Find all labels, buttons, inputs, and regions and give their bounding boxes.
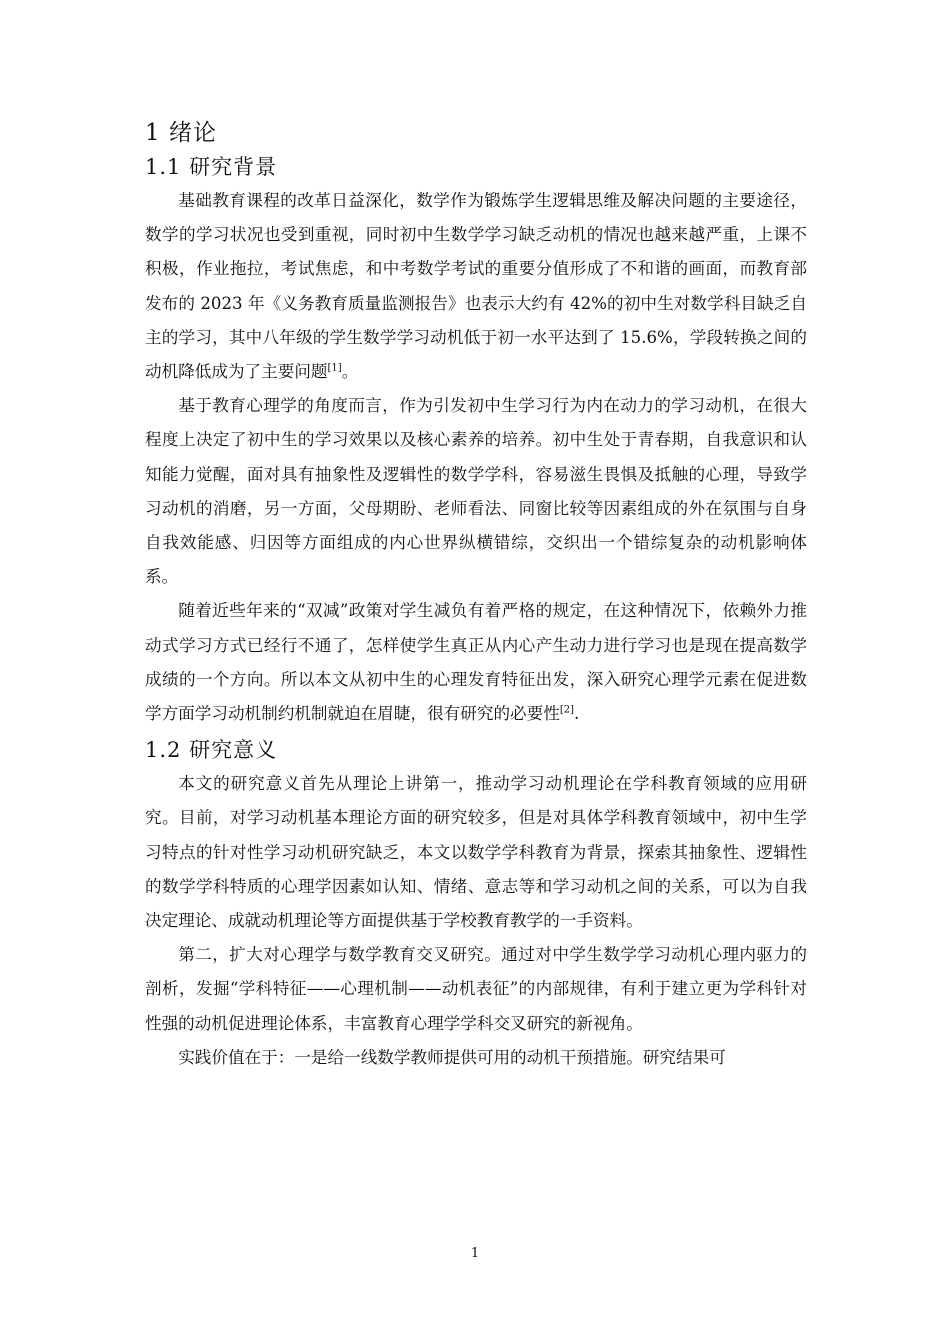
citation-ref: [2]: [559, 704, 575, 716]
section-title: 1.2 研究意义: [145, 738, 278, 763]
paragraph-text: 第二，扩大对心理学与数学教育交叉研究。通过对中学生数学学习动机心理内驱力的剖析，发掘“学科特征——心理机制——动机表征”的内部规律，有利于建立更为学科针对性强的动机促进理论体系，丰富教育心理学学科交叉研究的新视角。: [145, 945, 807, 1033]
paragraph: [145, 389, 807, 594]
paragraph-text: 实践价值在于：一是给一线数学教师提供可用的动机干预措施。研究结果可: [178, 1047, 726, 1067]
citation-ref: [1]: [327, 362, 342, 374]
paragraph-text: 随着近些年来的“双减”政策对学生减负有着严格的规定，在这种情况下，依赖外力推动式学习方式已经行不通了，怎样使学生真正从内心产生动力进行学习也是现在提高数学成绩的一个方向。所以本文从初中生的心理发育特征出发，深入研究心理学元素在促进数学方面学习动机制约机制就迫在眉睫，很有研究的必要性: [145, 601, 807, 724]
paragraph-tail: 。: [341, 362, 359, 382]
paragraph: [145, 594, 807, 731]
paragraph: [145, 767, 807, 938]
paragraph-text: 基础教育课程的改革日益深化，数学作为锻炼学生逻辑思维及解决问题的主要途径，数学的学习状况也受到重视，同时初中生数学学习缺乏动机的情况也越来越严重，上课不积极，作业拖拉，考试焦虑，和中考数学考试的重要分值形成了不和谐的画面，而教育部发布的 2023 年《义务教育质量监测报告》也表示大约有 42%的初中生对数学科目缺乏自主的学习，其中八年级的学生数学学习动机低于初一水平达到了 15.6%，学段转换之间的动机降低成为了主要问题: [145, 191, 807, 382]
paragraph-text: 基于教育心理学的角度而言，作为引发初中生学习行为内在动力的学习动机，在很大程度上决定了初中生的学习效果以及核心素养的培养。初中生处于青春期，自我意识和认知能力觉醒，面对具有抽象性及逻辑性的数学学科，容易滋生畏惧及抵触的心理，导致学习动机的消磨，另一方面，父母期盼、老师看法、同窗比较等因素组成的外在氛围与自身自我效能感、归因等方面组成的内心世界纵横错综，交织出一个错综复杂的动机影响体系。: [145, 396, 807, 587]
section-title: 1.1 研究背景: [145, 155, 278, 179]
page-number: 1: [470, 1246, 480, 1261]
paragraph-tail: .: [574, 704, 580, 724]
paragraph-text: 本文的研究意义首先从理论上讲第一，推动学习动机理论在学科教育领域的应用研究。目前，对学习动机基本理论方面的研究较多，但是对具体学科教育领域中，初中生学习特点的针对性学习动机研究缺乏，本文以数学学科教育为背景，探索其抽象性、逻辑性的数学学科特质的心理学因素如认知、情绪、意志等和学习动机之间的关系，可以为自我决定理论、成就动机理论等方面提供基于学校教育教学的一手资料。: [145, 774, 807, 931]
paragraph: [145, 184, 807, 389]
paragraph: [145, 938, 807, 1041]
page-body: [145, 116, 807, 1075]
paragraph: [145, 1041, 807, 1075]
chapter-title: 1 绪论: [145, 120, 217, 146]
